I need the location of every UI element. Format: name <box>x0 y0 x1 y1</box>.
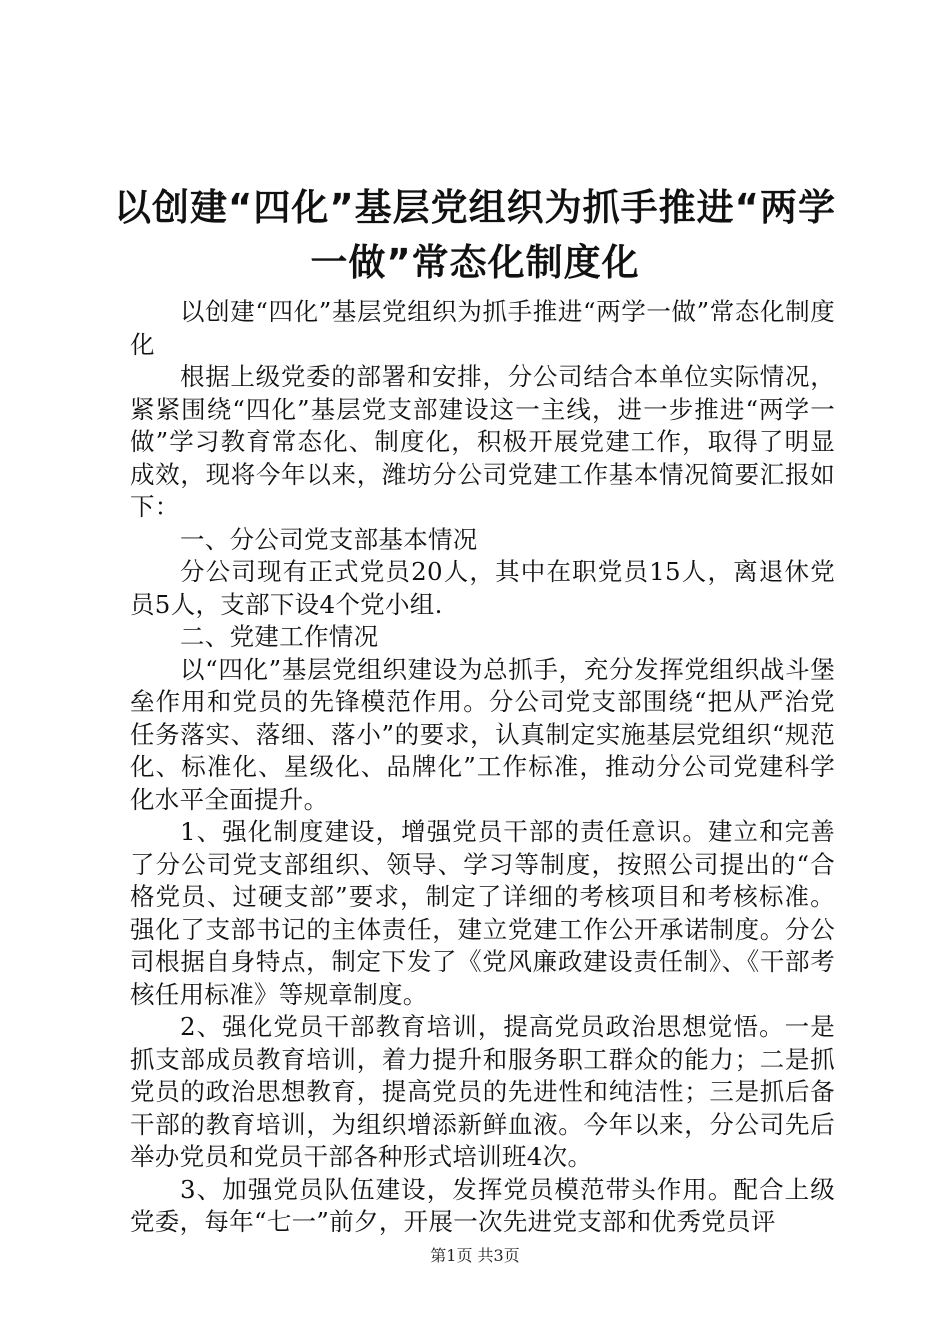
page-footer: 第1页 共3页 <box>430 1246 520 1265</box>
paragraph-item-3: 3、加强党员队伍建设，发挥党员模范带头作用。配合上级党委，每年“七一”前夕，开展一次先进党支部和优秀党员评 <box>130 1174 835 1236</box>
document-title-line-2: 一做”常态化制度化 <box>310 241 640 284</box>
document-title-line-1: 以创建“四化”基层党组织为抓手推进“两学 <box>114 186 836 229</box>
paragraph-intro: 根据上级党委的部署和安排，分公司结合本单位实际情况，紧紧围绕“四化”基层党支部建设这一主线，进一步推进“两学一做”学习教育常态化、制度化，积极开展党建工作，取得了明显成效，现将今年以来，潍坊分公司党建工作基本情况简要汇报如下： <box>130 362 836 521</box>
paragraph-item-2: 2、强化党员干部教育培训，提高党员政治思想觉悟。一是抓支部成员教育培训，着力提升和服务职工群众的能力；二是抓党员的政治思想教育，提高党员的先进性和纯洁性；三是抓后备干部的教育培训，为组织增添新鲜血液。今年以来，分公司先后举办党员和党员干部各种形式培训班4次。 <box>130 1012 835 1171</box>
paragraph-overview: 以“四化”基层党组织建设为总抓手，充分发挥党组织战斗堡垒作用和党员的先锋模范作用。分公司党支部围绕“把从严治党任务落实、落细、落小”的要求，认真制定实施基层党组织“规范化、标准化、星级化、品牌化”工作标准，推动分公司党建科学化水平全面提升。 <box>130 654 836 814</box>
section-heading-1: 一、分公司党支部基本情况 <box>180 524 478 554</box>
section-heading-2: 二、党建工作情况 <box>180 622 379 651</box>
paragraph-subtitle: 以创建“四化”基层党组织为抓手推进“两学一做”常态化制度化 <box>130 297 835 359</box>
paragraph-item-1: 1、强化制度建设，增强党员干部的责任意识。建立和完善了分公司党支部组织、领导、学习等制度，按照公司提出的“合格党员、过硬支部”要求，制定了详细的考核项目和考核标准。强化了支部书记的主体责任，建立党建工作公开承诺制度。分公司根据自身特点，制定下发了《党风廉政建设责任制》、《干部考核任用标准》等规章制度。 <box>130 817 836 1009</box>
document-body <box>130 296 835 1239</box>
paragraph-member-stats: 分公司现有正式党员20人，其中在职党员15人，离退休党员5人，支部下设4个党小组. <box>130 557 835 619</box>
